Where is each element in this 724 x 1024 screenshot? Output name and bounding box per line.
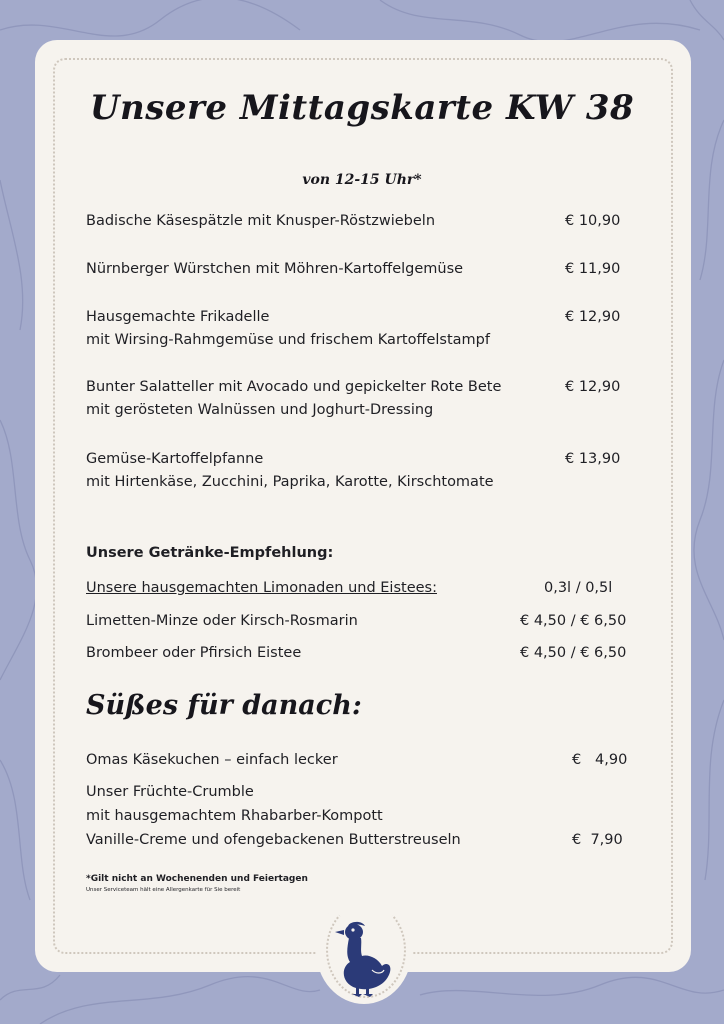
dish-3-name: Hausgemachte Frikadelle (86, 309, 270, 325)
dessert-1-price: € 4,90 (572, 752, 628, 768)
drink-1-price: € 4,50 / € 6,50 (520, 613, 627, 629)
dish-2-name: Nürnberger Würstchen mit Möhren-Kartoffelgemüse (86, 261, 464, 277)
dish-5-name: Gemüse-Kartoffelpfanne (86, 451, 264, 467)
dish-3-description: mit Wirsing-Rahmgemüse und frischem Kartoffelstampf (86, 332, 490, 348)
duck-icon (332, 918, 394, 998)
dish-5-description: mit Hirtenkäse, Zucchini, Paprika, Karotte, Kirschtomate (86, 474, 494, 490)
menu-title: Unsere Mittagskarte KW 38 (89, 88, 635, 128)
dish-4-name: Bunter Salatteller mit Avocado und gepickelter Rote Bete (86, 379, 502, 395)
desserts-heading: Süßes für danach: (86, 690, 362, 721)
drinks-subheading: Unsere hausgemachten Limonaden und Eistees: (86, 580, 437, 596)
service-hours: von 12-15 Uhr* (302, 172, 422, 188)
drink-2-price: € 4,50 / € 6,50 (520, 645, 627, 661)
dessert-2-price: € 7,90 (572, 832, 623, 848)
dish-3-price: € 12,90 (565, 309, 621, 325)
dish-4-description: mit gerösteten Walnüssen und Joghurt-Dressing (86, 402, 434, 418)
dessert-2-description-1: mit hausgemachtem Rhabarber-Kompott (86, 808, 383, 824)
dessert-1-name: Omas Käsekuchen – einfach lecker (86, 752, 338, 768)
drink-2-name: Brombeer oder Pfirsich Eistee (86, 645, 302, 661)
dessert-2-description-2: Vanille-Creme und ofengebackenen Butterstreuseln (86, 832, 461, 848)
dish-1-name: Badische Käsespätzle mit Knusper-Röstzwiebeln (86, 213, 436, 229)
footnote: *Gilt nicht an Wochenenden und Feiertagen (86, 874, 308, 884)
dish-5-price: € 13,90 (565, 451, 621, 467)
drinks-heading: Unsere Getränke-Empfehlung: (86, 545, 334, 561)
dish-1-price: € 10,90 (565, 213, 621, 229)
drink-1-name: Limetten-Minze oder Kirsch-Rosmarin (86, 613, 358, 629)
allergen-note: Unser Serviceteam hält eine Allergenkarte für Sie bereit (86, 887, 241, 893)
dish-4-price: € 12,90 (565, 379, 621, 395)
dish-2-price: € 11,90 (565, 261, 621, 277)
drinks-sizes: 0,3l / 0,5l (544, 580, 613, 596)
dessert-2-name: Unser Früchte-Crumble (86, 784, 254, 800)
